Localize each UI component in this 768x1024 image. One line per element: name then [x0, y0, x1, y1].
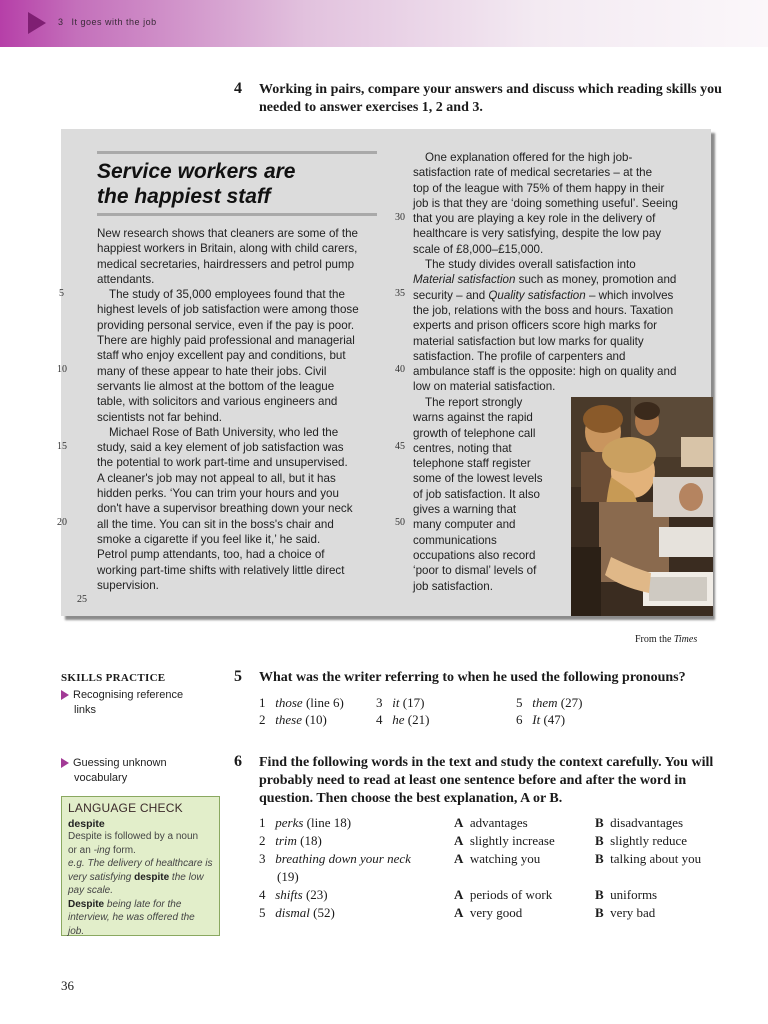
- exercise-5-number: 5: [234, 668, 242, 685]
- language-check-title: LANGUAGE CHECK: [68, 801, 183, 815]
- option-text: talking about you: [610, 851, 702, 866]
- exercise-4-text: [259, 81, 722, 117]
- triangle-bullet-icon: [61, 758, 69, 768]
- item-number: 1: [259, 815, 266, 830]
- option-label: B: [595, 887, 604, 902]
- item-ref: (27): [557, 695, 583, 710]
- option-label: A: [454, 905, 464, 920]
- article-line: that you are playing a key role in the delivery of: [413, 212, 656, 226]
- article-line: staff who enjoy excellent pay and conditions, but: [97, 349, 346, 363]
- option-text: slightly increase: [469, 833, 555, 848]
- item-number: 4: [376, 712, 383, 727]
- article-line: top of the league with 75% of them happy in their: [413, 181, 665, 195]
- exercise-6-line: probably need to read at least one sentence before and after the word in: [259, 773, 687, 788]
- exercise-5-question: What was the writer referring to when he used the following pronouns?: [259, 670, 686, 685]
- article-line: servants lie almost at the bottom of the league: [97, 379, 335, 393]
- item-word: dismal: [275, 905, 310, 920]
- vocab-item-word: [259, 815, 351, 831]
- article-line: of job satisfaction. It also: [413, 487, 540, 501]
- exercise-4-number: 4: [234, 80, 242, 97]
- item-ref: (10): [301, 712, 327, 727]
- exercise-4-line: needed to answer exercises 1, 2 and 3.: [259, 100, 483, 115]
- article-line-rest: such as money, promotion and: [515, 273, 677, 287]
- item-word: trim: [275, 833, 297, 848]
- item-number: 5: [259, 905, 266, 920]
- article-line: satisfaction rate of medical secretaries – at the: [413, 166, 653, 180]
- vocab-option-b: [595, 851, 701, 867]
- source-prefix: From the: [635, 634, 674, 645]
- language-check-example: interview, he was offered the job.: [68, 912, 195, 937]
- option-text: uniforms: [610, 887, 658, 902]
- article-line: healthcare is very satisfying, despite the low pay: [413, 227, 662, 241]
- item-number: 5: [516, 695, 523, 710]
- article-line: [413, 272, 703, 287]
- article-line: attendants.: [97, 272, 155, 286]
- option-text: disadvantages: [610, 815, 684, 830]
- item-number: 1: [259, 695, 266, 710]
- article-line: The report strongly: [425, 396, 523, 409]
- example-text: the low: [169, 871, 204, 883]
- vocab-item-word: [259, 905, 335, 921]
- item-word: these: [275, 712, 302, 727]
- chapter-number: 3: [58, 17, 64, 27]
- article-line: some of the lowest levels: [413, 472, 543, 486]
- vocab-option-a: [454, 851, 540, 867]
- language-check-word: despite: [68, 818, 105, 830]
- article-line: scientists not far behind.: [97, 410, 223, 424]
- language-check-example: [68, 898, 213, 912]
- article-title: [97, 159, 387, 209]
- item-number: 2: [259, 833, 266, 848]
- line-number: 45: [395, 441, 405, 452]
- article-line: medical secretaries, hairdressers and petrol pump: [97, 257, 355, 271]
- article-line: table, with solicitors and various engineers and: [97, 395, 338, 409]
- article-line: low on material satisfaction.: [413, 380, 556, 394]
- article-line: working part-time shifts with relatively little direct: [97, 563, 345, 577]
- title-rule: [97, 151, 377, 154]
- item-word: them: [532, 695, 558, 710]
- item-number: 4: [259, 887, 266, 902]
- item-word: he: [392, 712, 405, 727]
- term-quality-satisfaction: Quality satisfaction: [488, 288, 586, 302]
- rule-text: or an: [68, 844, 94, 856]
- article-line: job satisfaction.: [413, 579, 493, 593]
- option-text: very good: [469, 905, 523, 920]
- example-text: very satisfying: [68, 871, 135, 883]
- line-number: 25: [77, 594, 87, 605]
- option-text: periods of work: [469, 887, 553, 902]
- option-label: A: [454, 833, 464, 848]
- skill-label: links: [74, 704, 97, 716]
- article-line: the potential to work part-time and unsupervised.: [97, 456, 348, 470]
- option-label: B: [595, 905, 604, 920]
- article-line: study, said a key element of job satisfaction was: [97, 441, 344, 455]
- article-line: There are highly paid professional and managerial: [97, 334, 355, 348]
- title-rule: [97, 213, 377, 216]
- article-line: smoke a cigarette if you feel like it,’ he said.: [97, 532, 321, 546]
- pronoun-item: [259, 695, 344, 711]
- article-line: One explanation offered for the high job-: [425, 151, 633, 164]
- item-ref: (23): [302, 887, 328, 902]
- pronoun-item: [516, 712, 565, 728]
- chapter-title: It goes with the job: [71, 17, 157, 27]
- article-line: happiest workers in Britain, along with child carers,: [97, 242, 358, 256]
- item-word: perks: [275, 815, 304, 830]
- skill-recognising-reference-links: [61, 688, 183, 718]
- option-label: B: [595, 833, 604, 848]
- language-check-rule: [68, 844, 213, 858]
- line-number: 50: [395, 517, 405, 528]
- line-number: 15: [57, 441, 67, 452]
- language-check-example: [68, 871, 213, 885]
- article-line: ‘poor to dismal’ levels of: [413, 564, 537, 578]
- article-column-1: [97, 226, 397, 593]
- language-check-example: e.g. The delivery of healthcare is: [68, 858, 213, 869]
- exercise-4-line: Working in pairs, compare your answers and discuss which reading skills you: [259, 82, 722, 97]
- option-label: A: [454, 851, 464, 866]
- line-number: 30: [395, 212, 405, 223]
- skill-label: vocabulary: [74, 772, 128, 784]
- option-text: advantages: [469, 815, 528, 830]
- vocab-option-b: [595, 833, 687, 849]
- option-label: B: [595, 851, 604, 866]
- line-number: 10: [57, 364, 67, 375]
- term-material-satisfaction: Material satisfaction: [413, 273, 516, 287]
- article-line-pre: security – and: [413, 288, 489, 302]
- article-title-line: Service workers are: [97, 160, 296, 183]
- example-text: being: [104, 898, 135, 910]
- article-line: many computer and: [413, 518, 516, 532]
- vocab-option-b: [595, 887, 657, 903]
- item-number: 6: [516, 712, 523, 727]
- item-word: It: [532, 712, 541, 727]
- article-line: gives a warning that: [413, 503, 517, 517]
- article-title-line: the happiest staff: [97, 185, 271, 208]
- line-number: 20: [57, 517, 67, 528]
- skill-label: Recognising reference: [73, 689, 184, 701]
- pronoun-item: [376, 695, 424, 711]
- item-word: shifts: [275, 887, 303, 902]
- article-line: material satisfaction but low marks for quality: [413, 334, 644, 348]
- article-line: centres, noting that: [413, 441, 512, 455]
- item-word: it: [392, 695, 400, 710]
- option-text: very bad: [610, 905, 656, 920]
- article-line: satisfaction. The profile of carpenters and: [413, 349, 626, 363]
- option-text: slightly reduce: [610, 833, 688, 848]
- article-panel: [57, 129, 711, 616]
- vocab-option-b: [595, 815, 683, 831]
- article-line: A cleaner's job may not appeal to all, but it has: [97, 471, 336, 485]
- exercise-6-instructions: [259, 754, 713, 808]
- article-line: providing personal service, even if the pay is poor.: [97, 318, 355, 332]
- item-ref: (line 6): [302, 695, 344, 710]
- option-label: B: [595, 815, 604, 830]
- exercise-6-line: Find the following words in the text and study the context carefully. You will: [259, 755, 714, 770]
- skills-practice-title: SKILLS PRACTICE: [61, 672, 166, 684]
- article-source: [635, 634, 697, 645]
- option-text: watching you: [469, 851, 541, 866]
- pronoun-item: [376, 712, 429, 728]
- item-number: 2: [259, 712, 266, 727]
- chapter-arrow-icon: [28, 12, 46, 34]
- article-column-2: [413, 150, 703, 395]
- article-line-rest: – which involves: [585, 288, 674, 302]
- article-line: scale of £8,000–£15,000.: [413, 242, 544, 256]
- vocab-option-a: [454, 815, 528, 831]
- item-ref: (47): [540, 712, 566, 727]
- item-ref: (52): [309, 905, 335, 920]
- vocab-option-a: [454, 905, 522, 921]
- article-line: all the time. You can sit in the boss's chair and: [97, 517, 334, 531]
- item-ref: (21): [404, 712, 430, 727]
- article-line: highest levels of job satisfaction were among those: [97, 303, 359, 317]
- rule-italic: -ing: [93, 844, 111, 856]
- article-line: communications: [413, 533, 497, 547]
- pronoun-item: [516, 695, 582, 711]
- article-line: many of these appear to hate their jobs. Civil: [97, 364, 327, 378]
- article-line: occupations also record: [413, 548, 536, 562]
- skill-label: Guessing unknown: [73, 757, 167, 769]
- page-number: 36: [61, 978, 74, 993]
- article-line: supervision.: [97, 578, 159, 592]
- vocab-option-a: [454, 887, 552, 903]
- article-line: Petrol pump attendants, too, had a choice of: [97, 548, 325, 562]
- triangle-bullet-icon: [61, 690, 69, 700]
- example-bold: Despite: [68, 898, 105, 910]
- article-line: The study of 35,000 employees found that the: [109, 288, 345, 302]
- item-ref: (17): [399, 695, 425, 710]
- option-label: A: [454, 815, 464, 830]
- language-check-rule: Despite is followed by a noun: [68, 831, 199, 842]
- item-ref: (line 18): [303, 815, 352, 830]
- option-label: A: [454, 887, 464, 902]
- vocab-option-b: [595, 905, 655, 921]
- article-line: The study divides overall satisfaction into: [425, 258, 636, 272]
- exercise-6-line: question. Then choose the best explanation, A or B.: [259, 791, 563, 806]
- vocab-option-a: [454, 833, 555, 849]
- item-word: breathing down your neck: [275, 851, 411, 866]
- call-centre-photo: [571, 397, 713, 616]
- article-line: [413, 288, 703, 303]
- vocab-item-word: [259, 887, 328, 903]
- source-name: Times: [673, 634, 698, 645]
- article-line: warns against the rapid: [413, 411, 533, 425]
- item-word: those: [275, 695, 303, 710]
- item-ref: (18): [296, 833, 322, 848]
- article-line: don't have a supervisor breathing down your neck: [97, 502, 353, 516]
- language-check-box: [61, 796, 220, 936]
- vocab-item-ref: (19): [277, 869, 299, 884]
- article-line: ambulance staff is the opposite: high on quality and: [413, 365, 677, 379]
- item-number: 3: [259, 851, 266, 866]
- article-line: Michael Rose of Bath University, who led the: [109, 425, 339, 439]
- pronoun-item: [259, 712, 327, 728]
- exercise-6-number: 6: [234, 753, 242, 770]
- line-number: 35: [395, 288, 405, 299]
- vocab-item-word: [259, 851, 411, 867]
- article-line: job is that they are ‘doing something useful’. Seeing: [413, 196, 678, 210]
- article-line: the job, relations with the boss and hours. Taxation: [413, 303, 674, 317]
- skill-guessing-unknown-vocabulary: [61, 756, 167, 786]
- article-line: telephone staff register: [413, 457, 531, 471]
- chapter-header: [58, 17, 157, 27]
- article-line: experts and prison officers score high marks for: [413, 319, 658, 333]
- article-line: New research shows that cleaners are some of the: [97, 227, 358, 240]
- example-bold: despite: [134, 871, 170, 883]
- line-number: 40: [395, 364, 405, 375]
- article-line: hidden perks. ‘You can trim your hours and you: [97, 487, 339, 501]
- vocab-item-word: [259, 833, 322, 849]
- article-line: growth of telephone call: [413, 426, 536, 440]
- item-number: 3: [376, 695, 383, 710]
- line-number: 5: [59, 288, 64, 299]
- example-text: late for the: [134, 898, 182, 910]
- rule-text: form.: [110, 844, 136, 856]
- article-column-2-narrow: [413, 395, 573, 594]
- language-check-example: pay scale.: [68, 885, 114, 896]
